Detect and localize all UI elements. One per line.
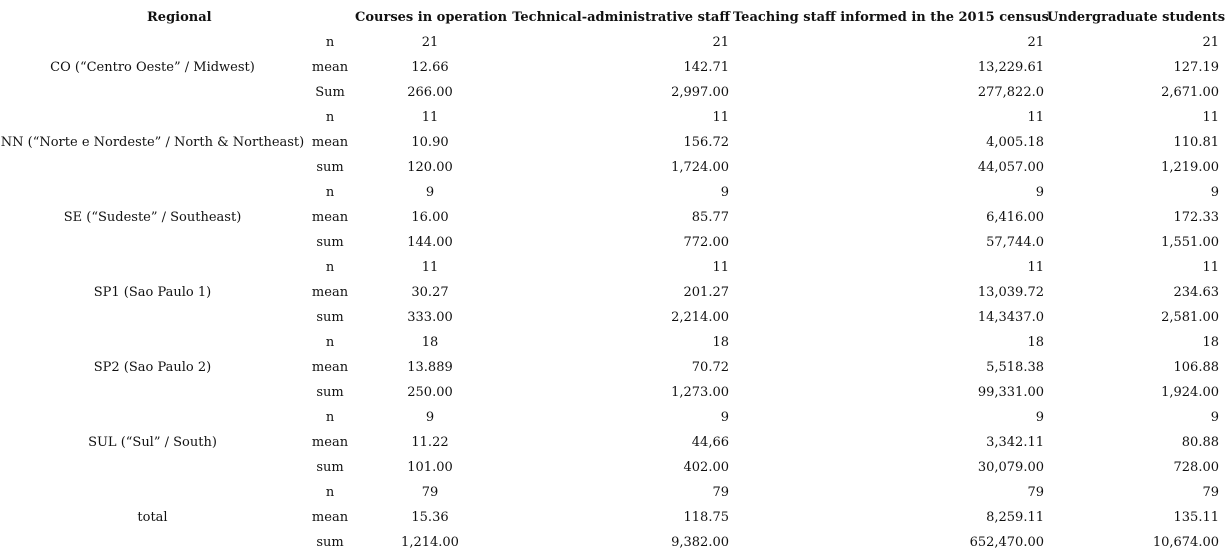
region-group — [0, 255, 1225, 330]
courses-cell: 11 — [421, 260, 439, 275]
table-row — [0, 330, 1225, 355]
courses-cell: 11 — [421, 110, 439, 125]
table-row — [0, 55, 1225, 80]
courses-cell: 79 — [421, 485, 439, 500]
undergraduates-cell: 11 — [1202, 260, 1219, 275]
stat-label: sum — [316, 235, 344, 250]
table-row — [0, 30, 1225, 55]
undergraduates-cell: 1,219.00 — [1161, 160, 1219, 175]
stat-label: mean — [311, 510, 349, 525]
stat-label: sum — [316, 385, 344, 400]
teaching-staff-cell: 18 — [1027, 335, 1044, 350]
courses-cell: 12.66 — [411, 60, 449, 75]
undergraduates-cell: 21 — [1202, 35, 1219, 50]
region-group — [0, 105, 1225, 180]
tech-staff-cell: 18 — [712, 335, 729, 350]
courses-cell: 9 — [425, 185, 435, 200]
undergraduates-cell: 1,924.00 — [1161, 385, 1219, 400]
undergraduates-cell: 172.33 — [1173, 210, 1219, 225]
courses-cell: 30.27 — [411, 285, 449, 300]
tech-staff-cell: 1,273.00 — [671, 385, 729, 400]
undergraduates-cell: 106.88 — [1173, 360, 1219, 375]
tech-staff-cell: 772.00 — [683, 235, 729, 250]
undergraduates-cell: 135.11 — [1173, 510, 1219, 525]
teaching-staff-cell: 99,331.00 — [977, 385, 1044, 400]
tech-staff-cell: 9,382.00 — [671, 535, 729, 550]
teaching-staff-cell: 4,005.18 — [986, 135, 1044, 150]
courses-cell: 266.00 — [407, 85, 453, 100]
courses-cell: 250.00 — [407, 385, 453, 400]
table-row — [0, 430, 1225, 455]
courses-cell: 13.889 — [407, 360, 453, 375]
courses-cell: 9 — [425, 410, 435, 425]
statistics-table — [0, 5, 1225, 555]
table-row — [0, 480, 1225, 505]
tech-staff-cell: 118.75 — [683, 510, 729, 525]
teaching-staff-cell: 652,470.00 — [969, 535, 1044, 550]
tech-staff-cell: 402.00 — [683, 460, 729, 475]
table-row — [0, 405, 1225, 430]
tech-staff-cell: 79 — [712, 485, 729, 500]
tech-staff-cell: 11 — [712, 110, 729, 125]
table-body — [0, 30, 1225, 555]
header-courses: Courses in operation — [355, 10, 508, 25]
stat-label: n — [325, 35, 335, 50]
stat-label: Sum — [315, 85, 345, 100]
courses-cell: 333.00 — [407, 310, 453, 325]
table-row — [0, 180, 1225, 205]
teaching-staff-cell: 277,822.0 — [977, 85, 1044, 100]
tech-staff-cell: 2,997.00 — [671, 85, 729, 100]
courses-cell: 144.00 — [407, 235, 453, 250]
tech-staff-cell: 156.72 — [683, 135, 729, 150]
table-row — [0, 105, 1225, 130]
table-row — [0, 280, 1225, 305]
table-row — [0, 255, 1225, 280]
tech-staff-cell: 9 — [720, 410, 729, 425]
header-undergraduates: Undergraduate students — [1047, 10, 1225, 25]
teaching-staff-cell: 9 — [1035, 185, 1044, 200]
teaching-staff-cell: 30,079.00 — [977, 460, 1044, 475]
table-row — [0, 505, 1225, 530]
stat-label: sum — [316, 160, 344, 175]
region-label: SP2 (Sao Paulo 2) — [93, 360, 212, 375]
header-tech-staff: Technical-administrative staff — [512, 10, 730, 25]
tech-staff-cell: 70.72 — [691, 360, 729, 375]
region-label: NN (“Norte e Nordeste” / North & Northeast) — [0, 135, 305, 150]
undergraduates-cell: 9 — [1210, 410, 1219, 425]
stat-label: mean — [311, 60, 349, 75]
table-header-row — [0, 5, 1225, 30]
tech-staff-cell: 9 — [720, 185, 729, 200]
teaching-staff-cell: 3,342.11 — [986, 435, 1044, 450]
table-row — [0, 80, 1225, 105]
undergraduates-cell: 1,551.00 — [1161, 235, 1219, 250]
teaching-staff-cell: 57,744.0 — [986, 235, 1044, 250]
tech-staff-cell: 44,66 — [691, 435, 729, 450]
undergraduates-cell: 110.81 — [1173, 135, 1219, 150]
courses-cell: 120.00 — [407, 160, 453, 175]
teaching-staff-cell: 6,416.00 — [986, 210, 1044, 225]
tech-staff-cell: 2,214.00 — [671, 310, 729, 325]
region-label: CO (“Centro Oeste” / Midwest) — [50, 60, 255, 75]
stat-label: sum — [316, 310, 344, 325]
courses-cell: 1,214.00 — [401, 535, 459, 550]
region-group — [0, 330, 1225, 405]
table-row — [0, 530, 1225, 555]
undergraduates-cell: 127.19 — [1173, 60, 1219, 75]
header-regional: Regional — [147, 10, 212, 25]
courses-cell: 15.36 — [411, 510, 449, 525]
undergraduates-cell: 80.88 — [1181, 435, 1219, 450]
undergraduates-cell: 234.63 — [1173, 285, 1219, 300]
stat-label: mean — [311, 210, 349, 225]
stat-label: sum — [316, 460, 344, 475]
undergraduates-cell: 79 — [1202, 485, 1219, 500]
tech-staff-cell: 142.71 — [683, 60, 729, 75]
table-row — [0, 130, 1225, 155]
region-label: SP1 (Sao Paulo 1) — [93, 285, 212, 300]
undergraduates-cell: 10,674.00 — [1152, 535, 1219, 550]
teaching-staff-cell: 8,259.11 — [986, 510, 1044, 525]
undergraduates-cell: 2,671.00 — [1161, 85, 1219, 100]
header-teaching-staff: Teaching staff informed in the 2015 census — [733, 10, 1049, 25]
table-row — [0, 380, 1225, 405]
tech-staff-cell: 1,724.00 — [671, 160, 729, 175]
stat-label: n — [325, 335, 335, 350]
courses-cell: 16.00 — [411, 210, 449, 225]
stat-label: n — [325, 185, 335, 200]
stat-label: sum — [316, 535, 344, 550]
table-row — [0, 355, 1225, 380]
region-label: SUL (“Sul” / South) — [88, 435, 217, 450]
region-label: total — [137, 510, 168, 525]
teaching-staff-cell: 11 — [1027, 110, 1044, 125]
teaching-staff-cell: 21 — [1027, 35, 1044, 50]
courses-cell: 101.00 — [407, 460, 453, 475]
tech-staff-cell: 85.77 — [691, 210, 729, 225]
teaching-staff-cell: 44,057.00 — [977, 160, 1044, 175]
stat-label: mean — [311, 360, 349, 375]
teaching-staff-cell: 13,229.61 — [977, 60, 1044, 75]
stat-label: n — [325, 110, 335, 125]
teaching-staff-cell: 5,518.38 — [986, 360, 1044, 375]
region-group — [0, 180, 1225, 255]
teaching-staff-cell: 13,039.72 — [977, 285, 1044, 300]
undergraduates-cell: 2,581.00 — [1161, 310, 1219, 325]
undergraduates-cell: 9 — [1210, 185, 1219, 200]
undergraduates-cell: 728.00 — [1173, 460, 1219, 475]
undergraduates-cell: 18 — [1202, 335, 1219, 350]
courses-cell: 11.22 — [411, 435, 449, 450]
table-row — [0, 205, 1225, 230]
teaching-staff-cell: 11 — [1027, 260, 1044, 275]
tech-staff-cell: 11 — [712, 260, 729, 275]
region-label: SE (“Sudeste” / Southeast) — [63, 210, 242, 225]
teaching-staff-cell: 14,3437.0 — [977, 310, 1044, 325]
stat-label: mean — [311, 135, 349, 150]
stat-label: n — [325, 485, 335, 500]
table-row — [0, 305, 1225, 330]
region-group — [0, 30, 1225, 105]
region-group — [0, 480, 1225, 555]
table-row — [0, 155, 1225, 180]
tech-staff-cell: 201.27 — [683, 285, 729, 300]
table-row — [0, 230, 1225, 255]
region-group — [0, 405, 1225, 480]
stat-label: n — [325, 410, 335, 425]
courses-cell: 10.90 — [411, 135, 449, 150]
teaching-staff-cell: 9 — [1035, 410, 1044, 425]
undergraduates-cell: 11 — [1202, 110, 1219, 125]
stat-label: mean — [311, 285, 349, 300]
teaching-staff-cell: 79 — [1027, 485, 1044, 500]
courses-cell: 18 — [421, 335, 439, 350]
table-row — [0, 455, 1225, 480]
stat-label: mean — [311, 435, 349, 450]
stat-label: n — [325, 260, 335, 275]
courses-cell: 21 — [421, 35, 439, 50]
tech-staff-cell: 21 — [712, 35, 729, 50]
